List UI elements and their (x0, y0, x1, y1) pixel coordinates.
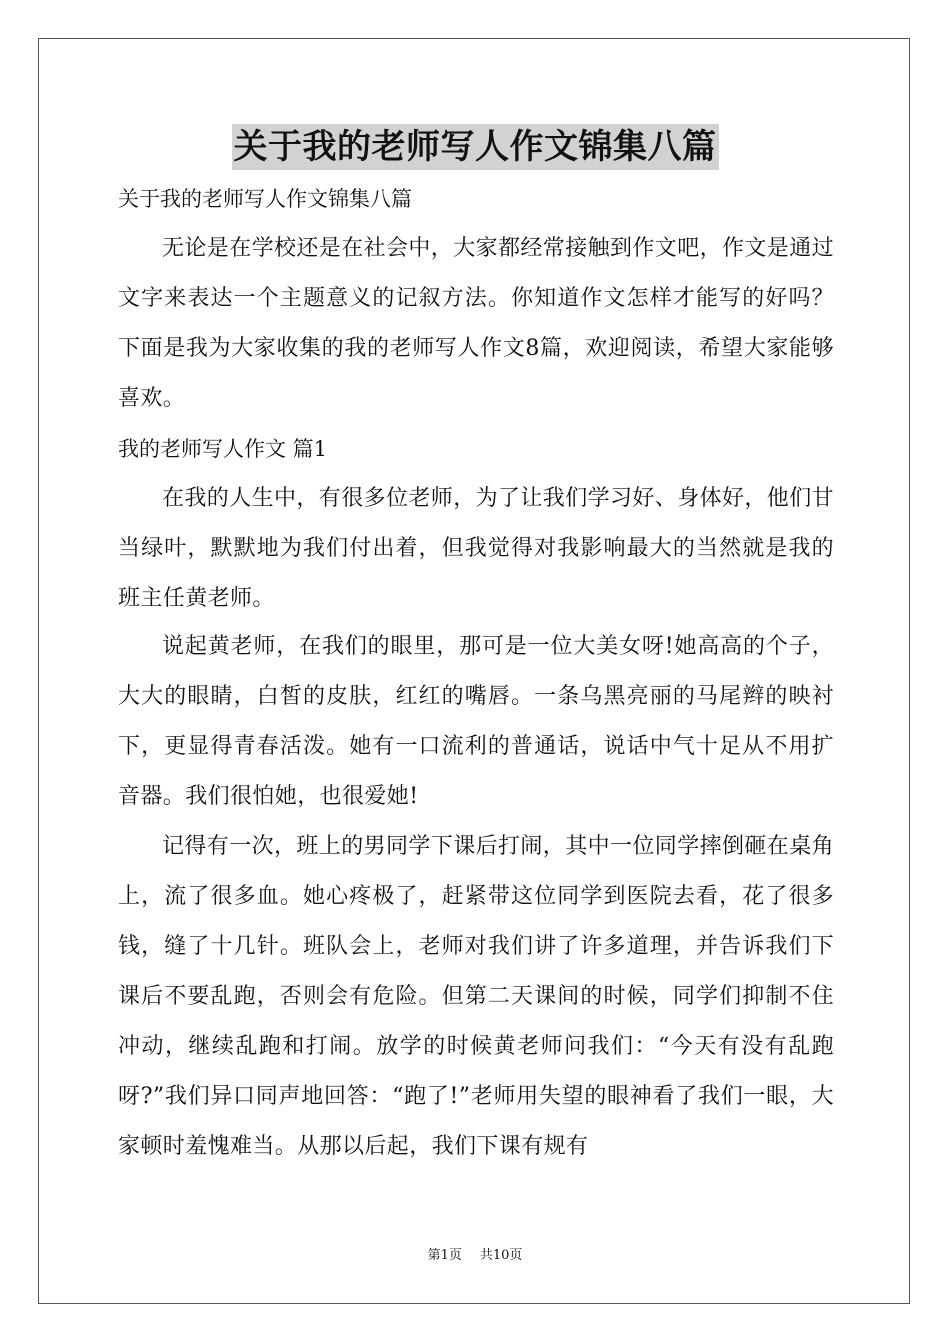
page-total: 共10页 (479, 1248, 523, 1263)
body-paragraph: 记得有一次，班上的男同学下课后打闹，其中一位同学摔倒砸在桌角上，流了很多血。她心疼极了，赶紧带这位同学到医院去看，花了很多钱，缝了十几针。班队会上，老师对我们讲了许多道理，并告诉我们下课后不要乱跑，否则会有危险。但第二天课间的时候，同学们抑制不住冲动，继续乱跑和打闹。放学的时候黄老师问我们：“今天有没有乱跑呀?”我们异口同声地回答：“跑了!”老师用失望的眼神看了我们一眼，大家顿时羞愧难当。从那以后起，我们下课有规有 (118, 834, 835, 1159)
body-paragraph: 说起黄老师，在我们的眼里，那可是一位大美女呀!她高高的个子，大大的眼睛，白皙的皮肤，红红的嘴唇。一条乌黑亮丽的马尾辫的映衬下，更显得青春活泼。她有一口流利的普通话，说话中气十足从不用扩音器。我们很怕她，也很爱她! (118, 634, 834, 809)
page-footer (0, 1246, 950, 1266)
intro-paragraph: 无论是在学校还是在社会中，大家都经常接触到作文吧，作文是通过文字来表达一个主题意义的记叙方法。你知道作文怎样才能写的好吗？下面是我为大家收集的我的老师写人作文8篇，欢迎阅读，希望大家能够喜欢。 (118, 236, 835, 411)
body-paragraph: 在我的人生中，有很多位老师，为了让我们学习好、身体好，他们甘当绿叶，默默地为我们付出着，但我觉得对我影响最大的当然就是我的班主任黄老师。 (118, 486, 835, 611)
title-container (0, 124, 950, 170)
document-subtitle: 关于我的老师写人作文锦集八篇 (118, 187, 412, 211)
page-number: 第1页 (427, 1248, 462, 1263)
document-title: 关于我的老师写人作文锦集八篇 (232, 124, 719, 170)
section-heading: 我的老师写人作文 篇1 (118, 437, 328, 461)
